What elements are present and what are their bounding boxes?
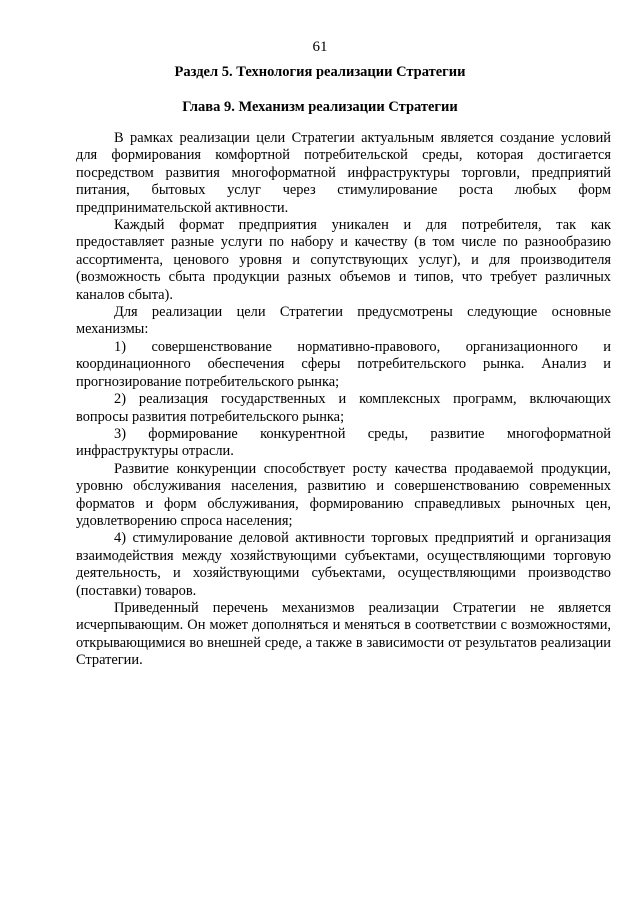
paragraph-formats: Каждый формат предприятия уникален и для потребителя, так как предоставляет разные услуги по набору и качеству (в том числе по разнообразию ассортимента, ценового уровня и сопутствующих услуг), и для производителя (возможность сбыта продукции разных объемов и типов, что требует различных каналов сбыта). [76,217,611,303]
list-item-1: 1) совершенствование нормативно-правового, организационного и координационного обеспечения сферы потребительского рынка. Анализ и прогнозирование потребительского рынка; [76,338,611,390]
list-item-4: 4) стимулирование деловой активности торговых предприятий и организация взаимодействия между хозяйствующими субъектами, осуществляющими торговую деятельность, и хозяйствующими субъектами, осуществляющими производство (поставки) товаров. [76,530,611,599]
paragraph-intro: В рамках реализации цели Стратегии актуальным является создание условий для формирования комфортной потребительской среды, которая достигается посредством развития многоформатной инфраструктуры торговли, предприятий питания, бытовых услуг через стимулирование роста любых форм предпринимательской активности. [76,130,611,216]
paragraph-conclusion: Приведенный перечень механизмов реализации Стратегии не является исчерпывающим. Он может дополняться и меняться в соответствии с возможностями, открывающимися во внешней среде, а также в зависимости от результатов реализации Стратегии. [76,599,611,669]
paragraph-competition: Развитие конкуренции способствует росту качества продаваемой продукции, уровню обслуживания населения, развитию и совершенствованию современных форматов и форм обслуживания, формированию справедливых рыночных цен, удовлетворению спроса населения; [76,460,611,529]
chapter-title: Глава 9. Механизм реализации Стратегии [182,99,458,115]
list-item-2: 2) реализация государственных и комплексных программ, включающих вопросы развития потребительского рынка; [76,391,611,425]
section-title: Раздел 5. Технология реализации Стратегии [174,64,466,80]
page-number: 61 [312,39,328,55]
document-body [76,130,611,670]
list-item-3: 3) формирование конкурентной среды, развитие многоформатной инфраструктуры отрасли. [76,425,611,460]
paragraph-mechanisms-lead: Для реализации цели Стратегии предусмотрены следующие основные механизмы: [76,304,611,338]
